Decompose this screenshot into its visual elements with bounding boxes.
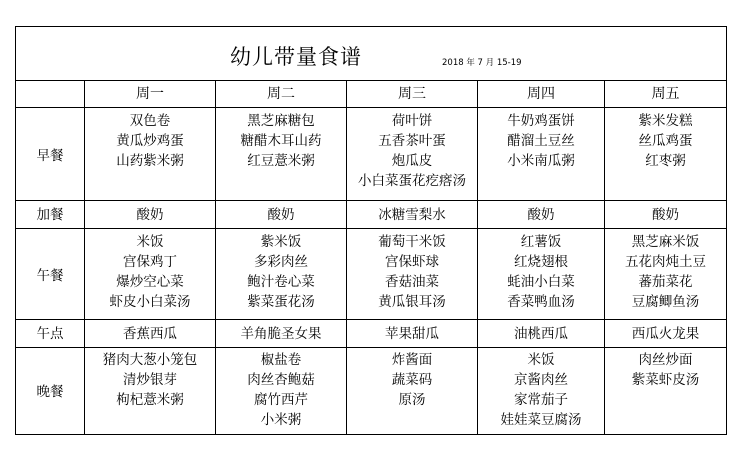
dish-item: 荷叶饼 bbox=[391, 113, 433, 129]
dish-item: 羊角脆圣女果 bbox=[240, 325, 322, 342]
dish-item: 小米南瓜粥 bbox=[507, 153, 575, 169]
menu-cell bbox=[347, 108, 478, 201]
dish-item: 冰糖雪梨水 bbox=[378, 206, 446, 223]
dish-item: 香菇油菜 bbox=[385, 274, 439, 290]
dish-item: 枸杞薏米粥 bbox=[116, 392, 184, 408]
dish-item: 宫保鸡丁 bbox=[123, 254, 177, 270]
dish-item: 小米粥 bbox=[260, 412, 302, 428]
dish-item: 葡萄干米饭 bbox=[378, 234, 446, 250]
dish-item: 香菜鸭血汤 bbox=[507, 294, 575, 310]
dish-item: 紫米饭 bbox=[260, 234, 302, 250]
meal-label: 早餐 bbox=[16, 108, 85, 201]
menu-cell bbox=[605, 108, 727, 201]
menu-cell bbox=[347, 201, 478, 229]
dish-item: 爆炒空心菜 bbox=[116, 274, 184, 290]
dish-item: 清炒银芽 bbox=[123, 372, 177, 388]
menu-cell bbox=[605, 320, 727, 348]
menu-cell bbox=[605, 348, 727, 435]
menu-cell bbox=[85, 229, 216, 320]
corner-cell bbox=[16, 81, 85, 108]
menu-cell bbox=[478, 348, 605, 435]
dish-item: 苹果甜瓜 bbox=[385, 325, 439, 342]
dish-item: 小白菜蛋花疙瘩汤 bbox=[358, 173, 466, 189]
menu-cell bbox=[216, 201, 347, 229]
menu-cell bbox=[347, 320, 478, 348]
meal-label: 晚餐 bbox=[16, 348, 85, 435]
dish-item: 椒盐卷 bbox=[260, 352, 302, 368]
dish-item: 紫米发糕 bbox=[638, 113, 693, 129]
dish-item: 原汤 bbox=[398, 392, 426, 408]
dish-item: 腐竹西芹 bbox=[254, 392, 308, 408]
menu-cell bbox=[605, 201, 727, 229]
dish-item: 紫菜蛋花汤 bbox=[247, 294, 315, 310]
dish-item: 香蕉西瓜 bbox=[123, 325, 177, 342]
dish-item: 虾皮小白菜汤 bbox=[109, 294, 191, 310]
dish-item: 山药紫米粥 bbox=[116, 153, 184, 169]
dish-item: 红烧翅根 bbox=[514, 254, 568, 270]
menu-cell bbox=[85, 348, 216, 435]
menu-cell bbox=[216, 348, 347, 435]
dish-item: 鲍汁卷心菜 bbox=[247, 274, 315, 290]
dish-item: 五香茶叶蛋 bbox=[378, 133, 446, 149]
meal-row bbox=[16, 348, 727, 435]
meal-row bbox=[16, 229, 727, 320]
dish-item: 酸奶 bbox=[652, 206, 680, 223]
menu-cell bbox=[216, 229, 347, 320]
dish-item: 蕃茄菜花 bbox=[638, 274, 693, 290]
dish-item: 肉丝炒面 bbox=[638, 352, 693, 368]
menu-cell bbox=[216, 108, 347, 201]
dish-item: 五花肉炖土豆 bbox=[625, 254, 707, 270]
menu-cell bbox=[216, 320, 347, 348]
dish-item: 醋溜土豆丝 bbox=[507, 133, 575, 149]
date-range: 2018 年 7 月 15-19 bbox=[442, 58, 522, 68]
meal-row bbox=[16, 108, 727, 201]
menu-cell bbox=[478, 229, 605, 320]
day-header-row bbox=[16, 81, 727, 108]
menu-cell bbox=[85, 108, 216, 201]
dish-item: 豆腐鲫鱼汤 bbox=[631, 294, 700, 310]
meal-row bbox=[16, 320, 727, 348]
dish-item: 娃娃菜豆腐汤 bbox=[500, 412, 582, 428]
dish-item: 红薯饭 bbox=[520, 234, 562, 250]
dish-item: 蔬菜码 bbox=[391, 372, 433, 388]
dish-item: 肉丝杏鲍菇 bbox=[247, 372, 315, 388]
day-header: 周二 bbox=[216, 81, 347, 108]
menu-cell bbox=[478, 108, 605, 201]
dish-item: 黑芝麻糖包 bbox=[247, 113, 315, 129]
dish-item: 米饭 bbox=[527, 352, 555, 368]
menu-cell bbox=[85, 320, 216, 348]
dish-item: 紫菜虾皮汤 bbox=[631, 372, 700, 388]
day-header: 周五 bbox=[605, 81, 727, 108]
dish-item: 酸奶 bbox=[527, 206, 555, 223]
dish-item: 炮瓜皮 bbox=[391, 153, 433, 169]
meal-label: 午点 bbox=[16, 320, 85, 348]
page-title: 幼儿带量食谱 bbox=[230, 45, 362, 69]
menu-table bbox=[15, 26, 727, 435]
day-header: 周一 bbox=[85, 81, 216, 108]
meal-label: 午餐 bbox=[16, 229, 85, 320]
dish-item: 多彩肉丝 bbox=[254, 254, 308, 270]
dish-item: 红枣粥 bbox=[645, 153, 686, 169]
menu-cell bbox=[347, 229, 478, 320]
dish-item: 宫保虾球 bbox=[385, 254, 439, 270]
dish-item: 红豆薏米粥 bbox=[247, 153, 315, 169]
dish-item: 西瓜火龙果 bbox=[631, 325, 700, 342]
menu-cell bbox=[605, 229, 727, 320]
dish-item: 黑芝麻米饭 bbox=[631, 234, 700, 250]
day-header: 周三 bbox=[347, 81, 478, 108]
dish-item: 丝瓜鸡蛋 bbox=[638, 133, 693, 149]
title-row bbox=[16, 27, 727, 81]
dish-item: 糖醋木耳山药 bbox=[240, 133, 322, 149]
day-header: 周四 bbox=[478, 81, 605, 108]
dish-item: 家常茄子 bbox=[514, 392, 568, 408]
menu-sheet bbox=[15, 26, 726, 435]
dish-item: 酸奶 bbox=[136, 206, 164, 223]
menu-cell bbox=[347, 348, 478, 435]
dish-item: 酸奶 bbox=[267, 206, 295, 223]
dish-item: 米饭 bbox=[136, 234, 164, 250]
menu-cell bbox=[478, 201, 605, 229]
dish-item: 双色卷 bbox=[129, 113, 171, 129]
menu-cell bbox=[478, 320, 605, 348]
dish-item: 蚝油小白菜 bbox=[507, 274, 575, 290]
dish-item: 京酱肉丝 bbox=[514, 372, 568, 388]
dish-item: 猪肉大葱小笼包 bbox=[102, 352, 198, 368]
meal-row bbox=[16, 201, 727, 229]
dish-item: 黄瓜银耳汤 bbox=[378, 294, 446, 310]
dish-item: 油桃西瓜 bbox=[514, 325, 568, 342]
menu-cell bbox=[85, 201, 216, 229]
meal-label: 加餐 bbox=[16, 201, 85, 229]
dish-item: 炸酱面 bbox=[391, 352, 433, 368]
dish-item: 黄瓜炒鸡蛋 bbox=[116, 133, 184, 149]
dish-item: 牛奶鸡蛋饼 bbox=[507, 113, 575, 129]
